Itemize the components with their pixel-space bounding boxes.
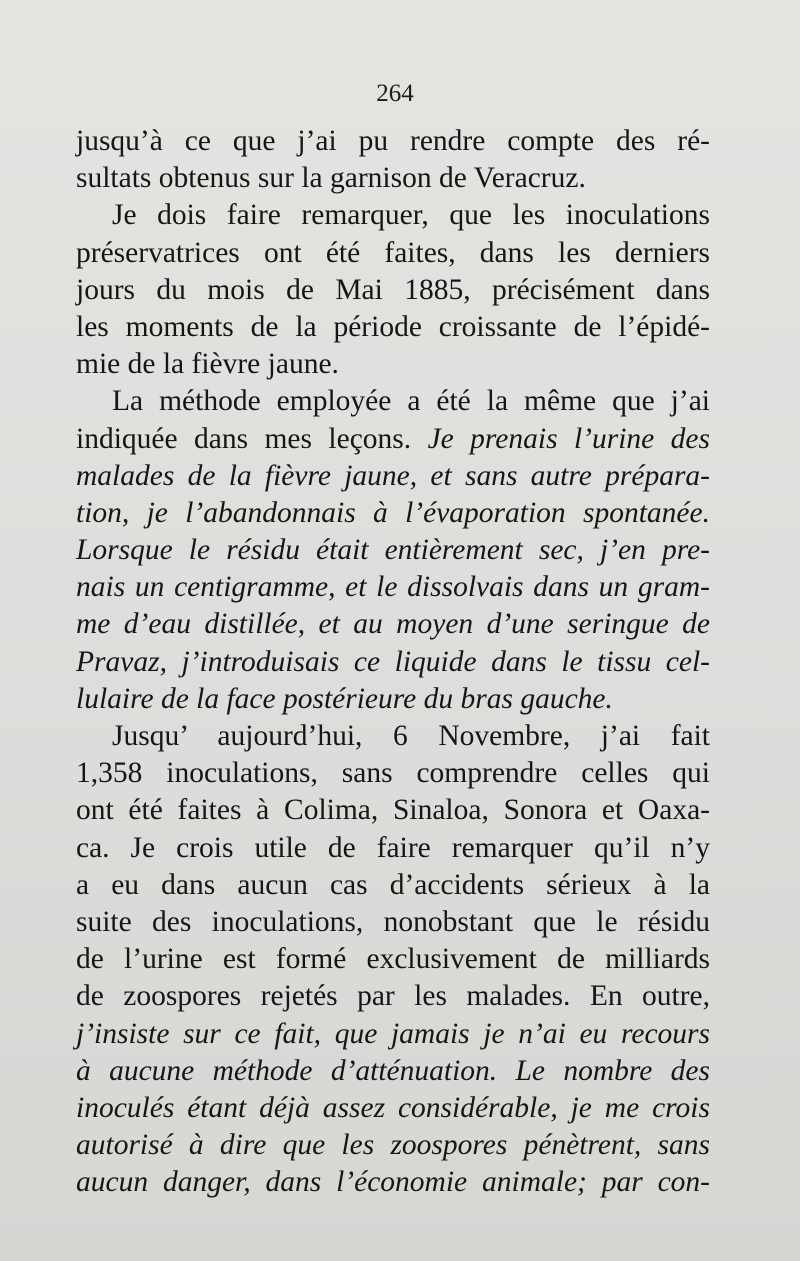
text-line: les moments de la période croissante de l’épidé-: [76, 310, 710, 343]
text-line: sultats obtenus sur la garnison de Veracruz.: [76, 162, 586, 195]
text-line: malades de la fièvre jaune, et sans autre prépara-: [76, 459, 710, 492]
text-line: autorisé à dire que les zoospores pénètrent, sans: [76, 1129, 710, 1162]
text-line: aucun danger, dans l’économie animale; par con-: [76, 1166, 710, 1199]
text-line: Lorsque le résidu était entièrement sec, j’en pre-: [76, 534, 710, 567]
text-line: de zoospores rejetés par les malades. En outre,: [76, 980, 710, 1013]
text-line: nais un centigramme, et le dissolvais dans un gram-: [76, 571, 710, 604]
page-number: 264: [376, 80, 414, 107]
text-run: indiquée dans mes leçons.: [76, 422, 412, 455]
text-line: tion, je l’abandonnais à l’évaporation spontanée.: [76, 496, 710, 529]
text-line: [76, 421, 710, 458]
text-line: Jusqu’ aujourd’hui, 6 Novembre, j’ai fait: [112, 720, 710, 752]
italic-run: Je prenais l’urine des: [427, 422, 710, 455]
text-line: à aucune méthode d’atténuation. Le nombre des: [76, 1054, 710, 1087]
text-line: j’insiste sur ce fait, que jamais je n’ai eu recours: [76, 1017, 710, 1050]
text-line: La méthode employée a été la même que j’ai: [112, 385, 710, 418]
body-text: [76, 123, 710, 1201]
text-line: 1,358 inoculations, sans comprendre celles qui: [76, 757, 710, 790]
text-line: mie de la fièvre jaune.: [76, 348, 339, 381]
text-line: me d’eau distillée, et au moyen d’une seringue de: [76, 608, 710, 641]
text-line: ca. Je crois utile de faire remarquer qu’il n’y: [76, 831, 710, 864]
text-line: lulaire de la face postérieure du bras gauche.: [76, 682, 613, 715]
text-line: a eu dans aucun cas d’accidents sérieux à la: [76, 868, 710, 901]
text-line: de l’urine est formé exclusivement de milliards: [76, 943, 710, 976]
text-line: jusqu’à ce que j’ai pu rendre compte des ré-: [76, 125, 710, 157]
text-line: Pravaz, j’introduisais ce liquide dans le tissu cel-: [76, 645, 710, 678]
text-line: ont été faites à Colima, Sinaloa, Sonora et Oaxa-: [76, 794, 710, 827]
text-line: suite des inoculations, nonobstant que le résidu: [76, 905, 710, 938]
text-line: préservatrices ont été faites, dans les derniers: [76, 236, 710, 269]
text-line: Je dois faire remarquer, que les inoculations: [112, 199, 710, 232]
text-line: jours du mois de Mai 1885, précisément dans: [76, 273, 710, 306]
text-line: inoculés étant déjà assez considérable, je me crois: [76, 1091, 710, 1124]
